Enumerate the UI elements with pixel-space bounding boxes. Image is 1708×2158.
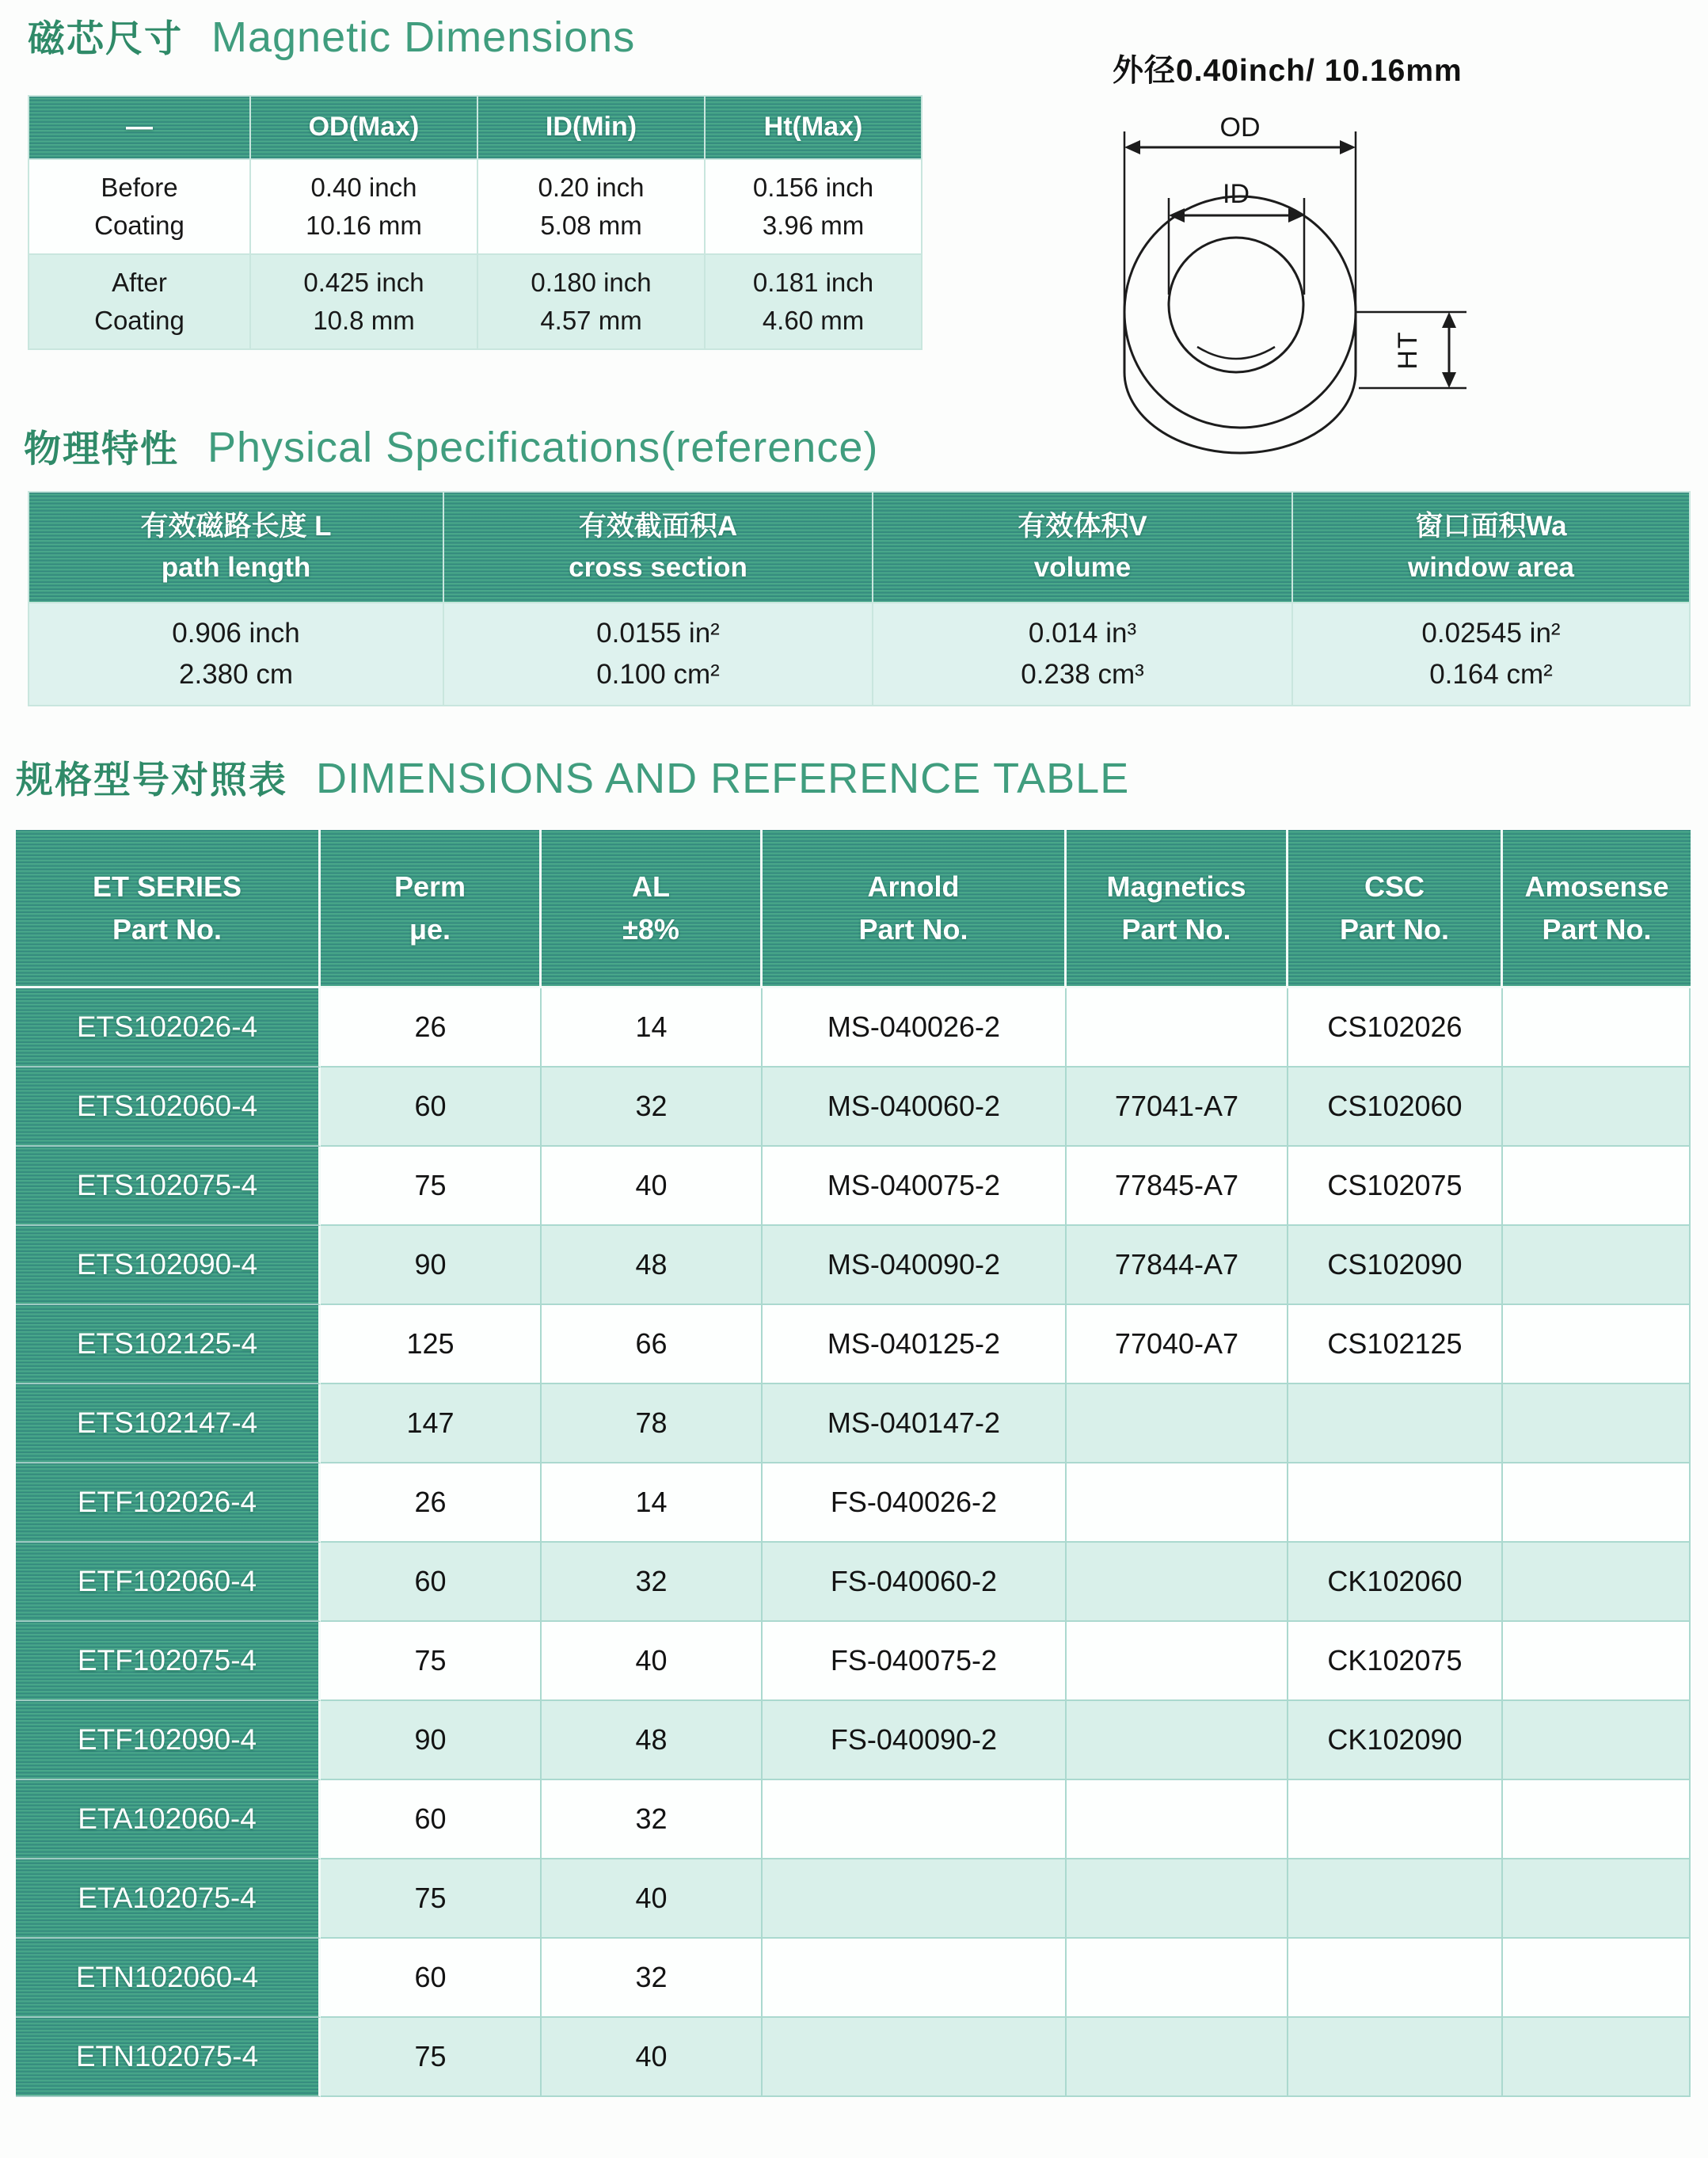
value-cell: CS102026 (1288, 988, 1503, 1068)
line: 10.8 mm (313, 306, 415, 335)
column-header-csc (1288, 830, 1503, 988)
value-cell (1067, 1701, 1288, 1780)
value-cell (1288, 2018, 1503, 2097)
value-cell: 125 (321, 1305, 542, 1384)
value-cell (763, 2018, 1067, 2097)
part-no-cell: ETA102060-4 (16, 1780, 321, 1859)
value-cell: 77845-A7 (1067, 1147, 1288, 1226)
value-cell: 14 (542, 988, 763, 1068)
value-cell (1503, 988, 1691, 1068)
column-header-amosense (1503, 830, 1691, 988)
cross-section-value-cell (444, 603, 872, 705)
section-title-reference-table (16, 751, 1129, 804)
column-header: — (29, 97, 249, 158)
line: ±8% (622, 912, 679, 946)
value-cell: 77041-A7 (1067, 1068, 1288, 1147)
value-cell: CK102075 (1288, 1622, 1503, 1701)
line: ET SERIES (92, 870, 242, 903)
value-cell: CS102075 (1288, 1147, 1503, 1226)
line: Before (101, 173, 178, 203)
value-cell (1503, 1068, 1691, 1147)
line: Part No. (1121, 912, 1231, 946)
value-cell (1067, 1622, 1288, 1701)
line: Part No. (1339, 912, 1450, 946)
line: 5.08 mm (540, 211, 642, 240)
magnetic-dimensions-table (28, 95, 922, 350)
value-cell: 75 (321, 1859, 542, 1939)
diagram-caption: 外径0.40inch/ 10.16mm (1113, 54, 1463, 88)
line: 0.180 inch (531, 268, 652, 298)
value-cell: 60 (321, 1939, 542, 2018)
ht-value-cell (706, 255, 921, 348)
value-cell: 60 (321, 1780, 542, 1859)
line: AL (632, 870, 670, 903)
value-cell: CS102060 (1288, 1068, 1503, 1147)
header-zh: 窗口面积Wa (1415, 510, 1567, 542)
header-en: path length (161, 552, 311, 583)
line: CSC (1364, 870, 1425, 903)
value-cell: 60 (321, 1068, 542, 1147)
line: 0.0155 in² (596, 617, 720, 649)
value-cell: 40 (542, 1622, 763, 1701)
value-cell: CK102090 (1288, 1701, 1503, 1780)
value-cell: 32 (542, 1543, 763, 1622)
part-no-cell: ETF102026-4 (16, 1463, 321, 1543)
part-no-cell: ETS102125-4 (16, 1305, 321, 1384)
line: 4.60 mm (762, 306, 865, 335)
value-cell: 32 (542, 1780, 763, 1859)
arrowhead (1124, 140, 1140, 154)
value-cell: 78 (542, 1384, 763, 1463)
value-cell: MS-040075-2 (763, 1147, 1067, 1226)
line: 0.014 in³ (1028, 617, 1137, 649)
value-cell (1067, 1939, 1288, 2018)
value-cell (1503, 1780, 1691, 1859)
value-cell: FS-040060-2 (763, 1543, 1067, 1622)
ht-dimension-label: HT (1393, 330, 1423, 370)
value-cell: 66 (542, 1305, 763, 1384)
line: 0.181 inch (752, 268, 874, 298)
line: 0.100 cm² (596, 659, 720, 690)
value-cell (1503, 1147, 1691, 1226)
value-cell (1288, 1859, 1503, 1939)
value-cell: CS102125 (1288, 1305, 1503, 1384)
column-header-al (542, 830, 763, 988)
value-cell: 32 (542, 1068, 763, 1147)
value-cell: FS-040026-2 (763, 1463, 1067, 1543)
value-cell (1503, 1384, 1691, 1463)
line: After (112, 268, 167, 298)
section-title-en: DIMENSIONS AND REFERENCE TABLE (316, 755, 1130, 802)
column-header-perm (321, 830, 542, 988)
value-cell: 75 (321, 1147, 542, 1226)
value-cell (1503, 1463, 1691, 1543)
toroid-inner-circle (1169, 238, 1303, 372)
row-label-cell (29, 255, 249, 348)
part-no-cell: ETS102090-4 (16, 1226, 321, 1305)
section-title-en: Physical Specifications(reference) (207, 424, 879, 471)
row-label-cell (29, 160, 249, 253)
volume-value-cell (873, 603, 1291, 705)
od-dimension-label: OD (1219, 112, 1261, 143)
value-cell: 26 (321, 1463, 542, 1543)
value-cell (1067, 1780, 1288, 1859)
column-header-id-min: ID(Min) (478, 97, 704, 158)
line: Coating (94, 306, 184, 335)
line: 0.906 inch (172, 617, 300, 649)
physical-specifications-table (28, 491, 1691, 706)
header-zh: 有效磁路长度 L (140, 510, 332, 542)
column-header-magnetics (1067, 830, 1288, 988)
value-cell: 75 (321, 2018, 542, 2097)
id-value-cell (478, 160, 704, 253)
line: 2.380 cm (179, 659, 293, 690)
value-cell: 90 (321, 1701, 542, 1780)
value-cell (1067, 1543, 1288, 1622)
line: 10.16 mm (306, 211, 422, 240)
section-title-magnetic-dimensions (28, 10, 635, 63)
line: 0.238 cm³ (1021, 659, 1144, 690)
id-value-cell (478, 255, 704, 348)
line: 0.156 inch (752, 173, 874, 203)
toroid-dimension-diagram (1101, 95, 1655, 467)
line: 0.164 cm² (1429, 659, 1553, 690)
value-cell (1503, 1859, 1691, 1939)
column-header-window-area (1293, 493, 1689, 602)
header-en: volume (1033, 552, 1132, 583)
value-cell (1288, 1780, 1503, 1859)
part-no-cell: ETF102060-4 (16, 1543, 321, 1622)
value-cell (1503, 1305, 1691, 1384)
value-cell: MS-040125-2 (763, 1305, 1067, 1384)
section-title-zh: 物理特性 (24, 428, 179, 470)
value-cell (763, 1939, 1067, 2018)
part-no-cell: ETS102060-4 (16, 1068, 321, 1147)
line: 0.40 inch (310, 173, 417, 203)
section-title-en: Magnetic Dimensions (211, 13, 636, 61)
value-cell: 60 (321, 1543, 542, 1622)
part-no-cell: ETF102075-4 (16, 1622, 321, 1701)
value-cell: 90 (321, 1226, 542, 1305)
value-cell: 26 (321, 988, 542, 1068)
value-cell: CS102090 (1288, 1226, 1503, 1305)
arrowhead (1442, 372, 1456, 388)
line: 4.57 mm (540, 306, 642, 335)
value-cell: 40 (542, 2018, 763, 2097)
line: 0.20 inch (538, 173, 645, 203)
value-cell: 48 (542, 1701, 763, 1780)
line: μe. (409, 912, 451, 946)
line: Part No. (112, 912, 223, 946)
column-header-ht-max: Ht(Max) (706, 97, 921, 158)
value-cell: 14 (542, 1463, 763, 1543)
part-no-cell: ETS102075-4 (16, 1147, 321, 1226)
line: 3.96 mm (762, 211, 865, 240)
line: Coating (94, 211, 184, 240)
value-cell (1503, 2018, 1691, 2097)
value-cell: 40 (542, 1859, 763, 1939)
value-cell: MS-040090-2 (763, 1226, 1067, 1305)
value-cell (1067, 1859, 1288, 1939)
column-header-path-length (29, 493, 443, 602)
value-cell (1503, 1226, 1691, 1305)
value-cell (763, 1780, 1067, 1859)
value-cell (1288, 1939, 1503, 2018)
value-cell: MS-040060-2 (763, 1068, 1067, 1147)
line: Part No. (858, 912, 968, 946)
value-cell: 77040-A7 (1067, 1305, 1288, 1384)
hole-bottom-arc (1197, 347, 1275, 359)
value-cell (1503, 1701, 1691, 1780)
column-header-arnold (763, 830, 1067, 988)
value-cell (1288, 1384, 1503, 1463)
line: Arnold (867, 870, 960, 903)
part-no-cell: ETN102060-4 (16, 1939, 321, 2018)
part-no-cell: ETS102026-4 (16, 988, 321, 1068)
value-cell (1067, 988, 1288, 1068)
arrowhead (1340, 140, 1356, 154)
line: 0.425 inch (303, 268, 424, 298)
arrowhead (1442, 312, 1456, 328)
od-value-cell (251, 255, 477, 348)
value-cell: FS-040075-2 (763, 1622, 1067, 1701)
dimensions-reference-table (16, 830, 1691, 2097)
part-no-cell: ETS102147-4 (16, 1384, 321, 1463)
value-cell (1067, 2018, 1288, 2097)
value-cell (1503, 1622, 1691, 1701)
line: Magnetics (1106, 870, 1246, 903)
header-en: window area (1407, 552, 1575, 583)
part-no-cell: ETN102075-4 (16, 2018, 321, 2097)
toroid-outer-circle (1124, 196, 1356, 428)
line: Perm (394, 870, 466, 903)
od-value-cell (251, 160, 477, 253)
value-cell (1503, 1543, 1691, 1622)
line: Part No. (1542, 912, 1652, 946)
header-zh: 有效截面积A (578, 510, 738, 542)
value-cell (1288, 1463, 1503, 1543)
value-cell: MS-040026-2 (763, 988, 1067, 1068)
column-header-et-series (16, 830, 321, 988)
value-cell: 32 (542, 1939, 763, 2018)
line: 0.02545 in² (1421, 617, 1561, 649)
value-cell: 40 (542, 1147, 763, 1226)
line: Amosense (1524, 870, 1669, 903)
header-en: cross section (569, 552, 747, 583)
cylinder-bottom-arc (1124, 372, 1356, 453)
part-no-cell: ETF102090-4 (16, 1701, 321, 1780)
value-cell: 75 (321, 1622, 542, 1701)
value-cell: MS-040147-2 (763, 1384, 1067, 1463)
value-cell (1067, 1384, 1288, 1463)
value-cell: FS-040090-2 (763, 1701, 1067, 1780)
value-cell (1067, 1463, 1288, 1543)
column-header-volume (873, 493, 1291, 602)
part-no-cell: ETA102075-4 (16, 1859, 321, 1939)
value-cell: 48 (542, 1226, 763, 1305)
header-zh: 有效体积V (1018, 510, 1147, 542)
value-cell: 147 (321, 1384, 542, 1463)
value-cell (1503, 1939, 1691, 2018)
value-cell (763, 1859, 1067, 1939)
column-header-cross-section (444, 493, 872, 602)
section-title-physical-specifications (24, 420, 878, 473)
section-title-zh: 规格型号对照表 (16, 759, 287, 801)
column-header-od-max: OD(Max) (251, 97, 477, 158)
path-length-value-cell (29, 603, 443, 705)
id-dimension-label: ID (1223, 179, 1250, 209)
ht-value-cell (706, 160, 921, 253)
value-cell: 77844-A7 (1067, 1226, 1288, 1305)
value-cell: CK102060 (1288, 1543, 1503, 1622)
window-area-value-cell (1293, 603, 1689, 705)
section-title-zh: 磁芯尺寸 (28, 17, 183, 59)
